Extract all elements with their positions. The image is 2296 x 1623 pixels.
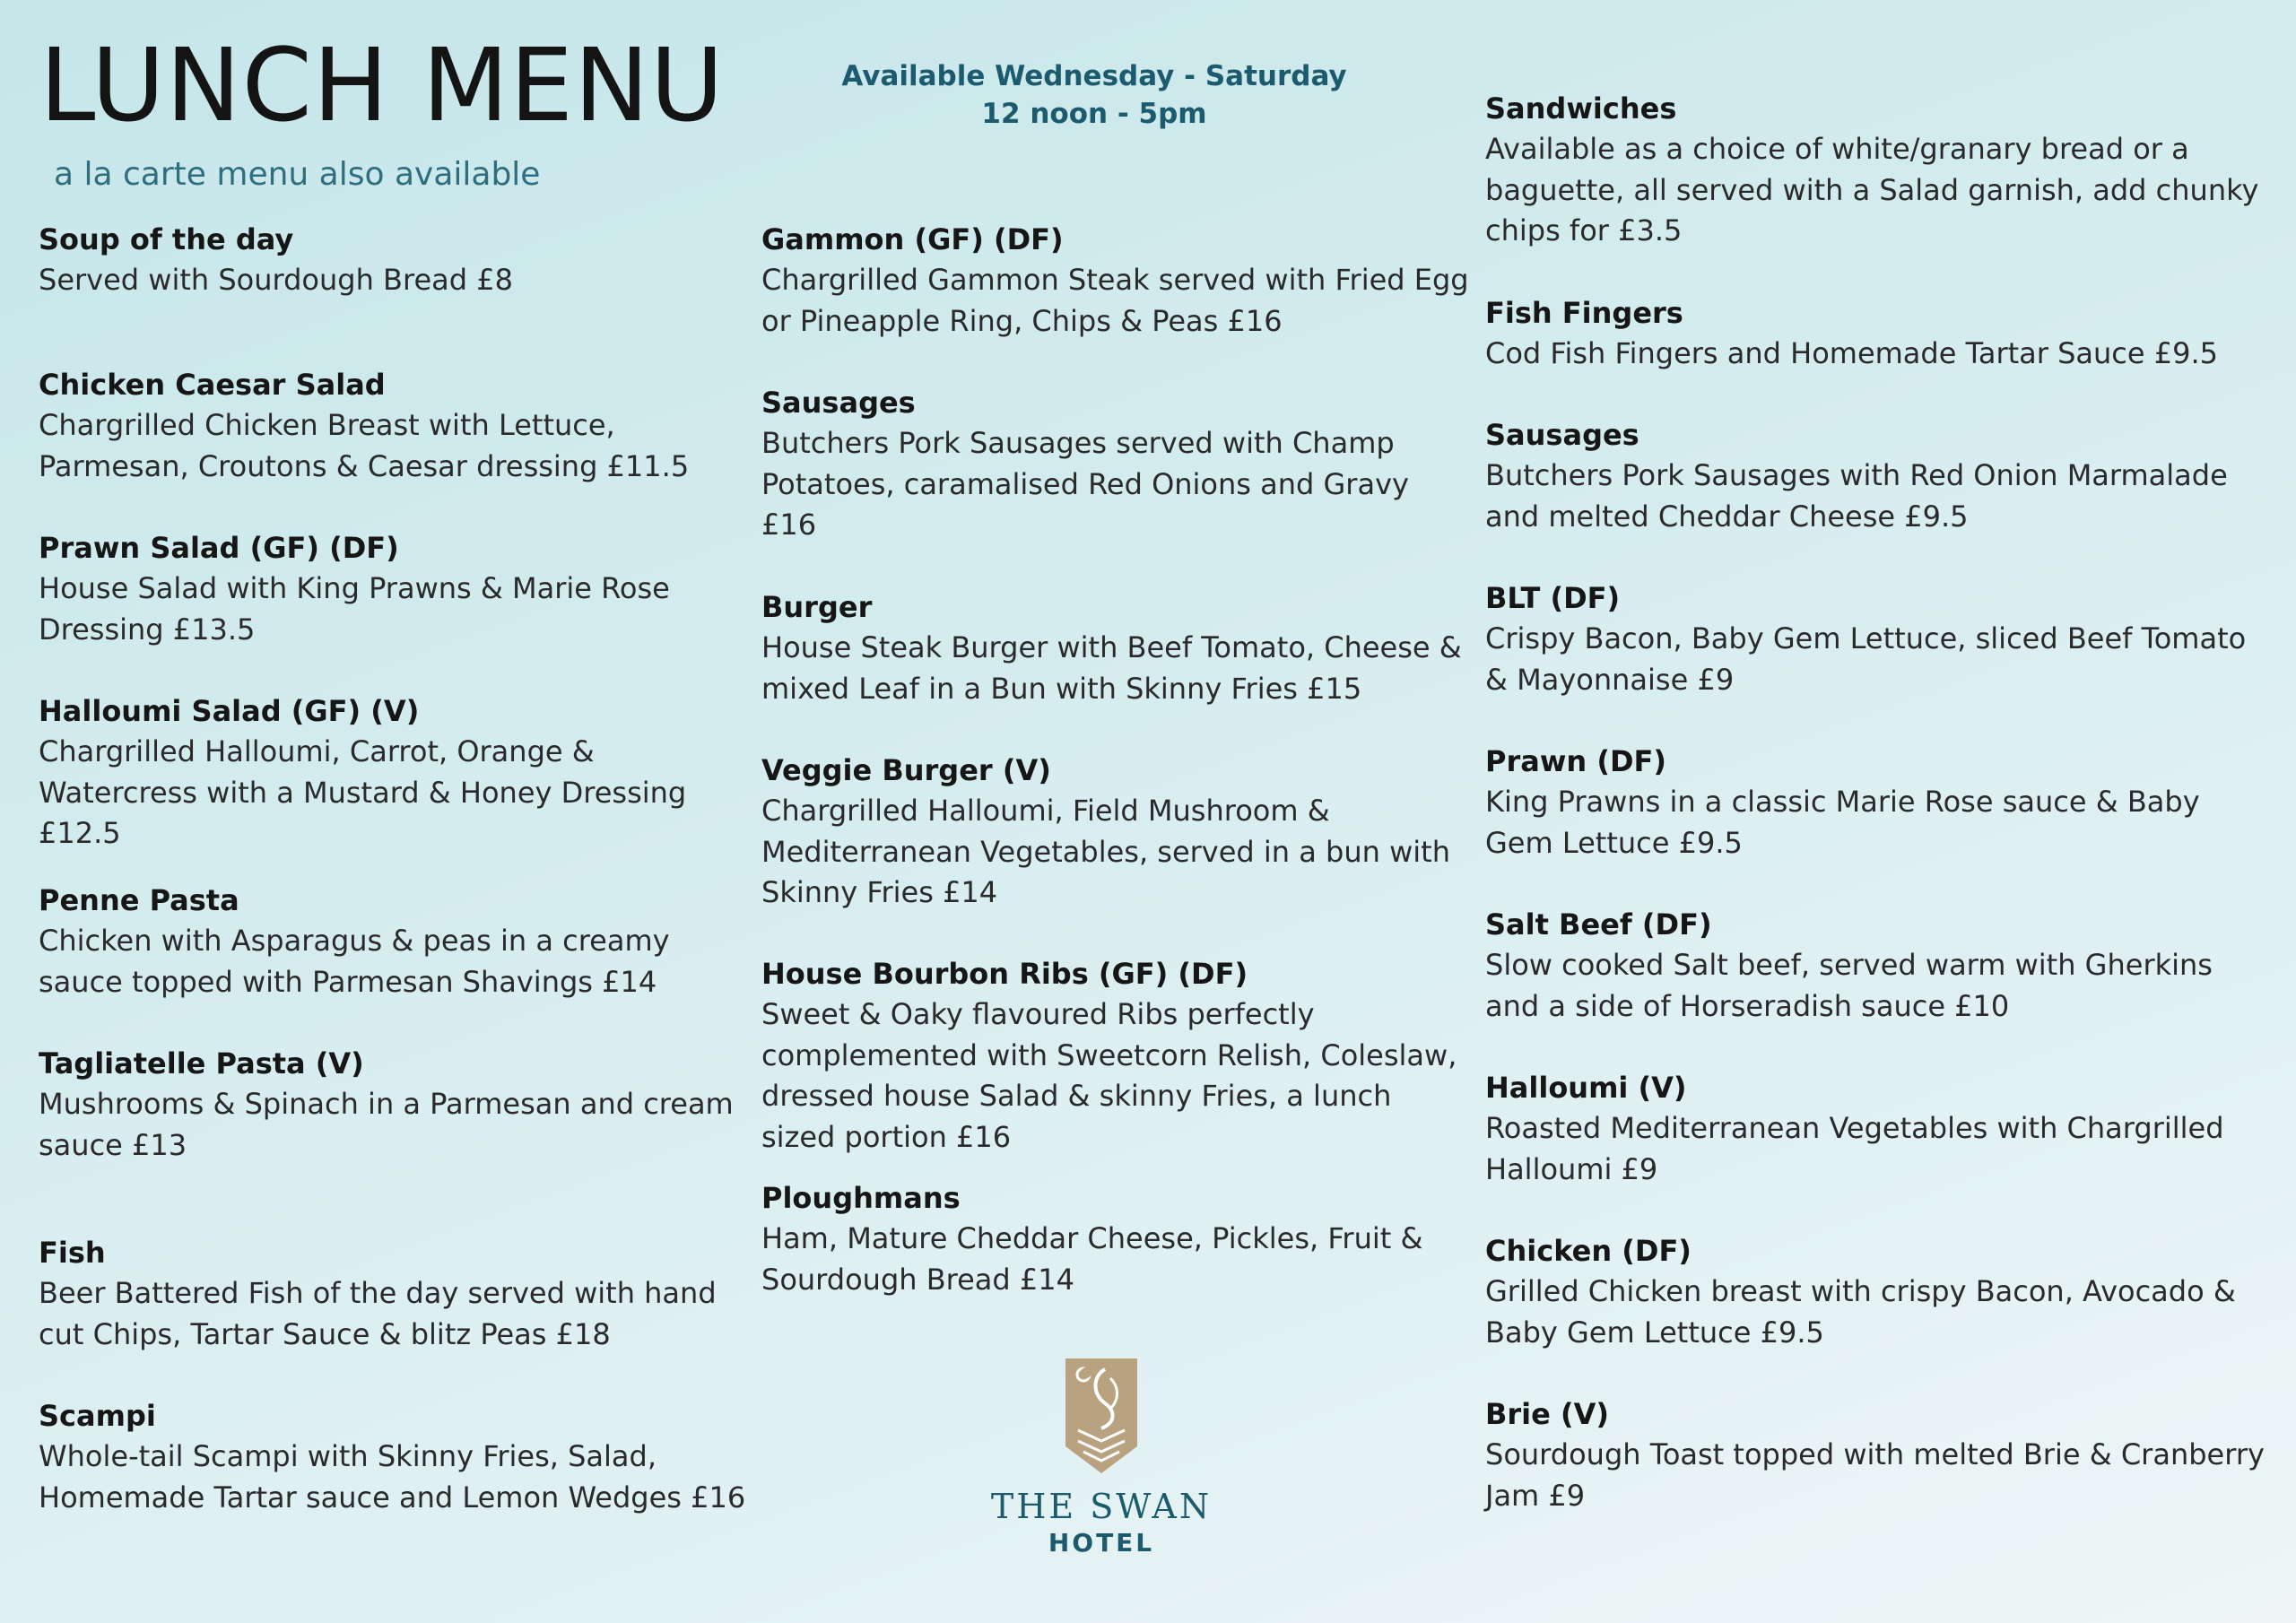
- menu-item-name: Chicken (DF): [1485, 1234, 1692, 1268]
- menu-item: [1485, 1067, 2266, 1190]
- menu-item-description: Grilled Chicken breast with crispy Bacon, Avocado & Baby Gem Lettuce £9.5: [1485, 1274, 2236, 1350]
- menu-item-name: Chicken Caesar Salad: [39, 368, 386, 402]
- menu-item-description: Butchers Pork Sausages served with Champ Potatoes, caramalised Red Onions and Gravy £16: [761, 426, 1409, 542]
- menu-item-description: Whole-tail Scampi with Skinny Fries, Salad, Homemade Tartar sauce and Lemon Wedges £16: [39, 1439, 746, 1515]
- menu-item: [39, 690, 747, 855]
- menu-item-description: Available as a choice of white/granary bread or a baguette, all served with a Salad garnish, add chunky chips for £3.5: [1485, 132, 2259, 247]
- menu-item: [39, 364, 747, 487]
- menu-item: [39, 219, 747, 301]
- menu-item-name: Veggie Burger (V): [761, 753, 1051, 787]
- availability-days: Available Wednesday - Saturday: [841, 60, 1347, 92]
- menu-item-description: Slow cooked Salt beef, served warm with Gherkins and a side of Horseradish sauce £10: [1485, 948, 2213, 1023]
- availability-hours: 12 noon - 5pm: [981, 98, 1207, 130]
- menu-item-name: Penne Pasta: [39, 883, 239, 917]
- menu-item-description: Chicken with Asparagus & peas in a creamy sauce topped with Parmesan Shavings £14: [39, 924, 670, 999]
- menu-item-name: Ploughmans: [761, 1181, 961, 1215]
- availability-info: [825, 57, 1363, 133]
- menu-item: [39, 1232, 747, 1355]
- menu-item: [761, 953, 1470, 1158]
- menu-item-name: Prawn Salad (GF) (DF): [39, 531, 399, 565]
- menu-item-description: Chargrilled Halloumi, Carrot, Orange & Watercress with a Mustard & Honey Dressing £12.5: [39, 734, 687, 850]
- menu-item-name: Prawn (DF): [1485, 744, 1666, 778]
- menu-item: [1485, 577, 2266, 700]
- menu-subtitle: a la carte menu also available: [54, 156, 541, 193]
- menu-item-description: Chargrilled Halloumi, Field Mushroom & Mediterranean Vegetables, served in a bun with Skinny Fries £14: [761, 794, 1450, 909]
- menu-item: [39, 527, 747, 650]
- menu-item-description: King Prawns in a classic Marie Rose sauce & Baby Gem Lettuce £9.5: [1485, 785, 2200, 860]
- menu-item: [1485, 414, 2266, 537]
- menu-item: [1485, 292, 2266, 375]
- hotel-logo: [985, 1358, 1218, 1559]
- menu-item: [761, 219, 1470, 342]
- menu-item-name: Salt Beef (DF): [1485, 907, 1712, 942]
- menu-item-name: Tagliatelle Pasta (V): [39, 1046, 364, 1081]
- menu-item: [1485, 88, 2266, 252]
- menu-item: [761, 586, 1470, 709]
- menu-item: [761, 382, 1470, 546]
- menu-item-name: Fish Fingers: [1485, 296, 1683, 330]
- menu-item-name: Brie (V): [1485, 1397, 1609, 1431]
- menu-item-name: Sandwiches: [1485, 91, 1677, 126]
- menu-item: [761, 1177, 1470, 1300]
- menu-item-description: Beer Battered Fish of the day served with hand cut Chips, Tartar Sauce & blitz Peas £18: [39, 1276, 717, 1351]
- menu-item-description: Chargrilled Gammon Steak served with Fried Egg or Pineapple Ring, Chips & Peas £16: [761, 263, 1469, 338]
- menu-item: [1485, 741, 2266, 864]
- menu-item-description: Roasted Mediterranean Vegetables with Chargrilled Halloumi £9: [1485, 1111, 2224, 1186]
- swan-emblem-icon: [1065, 1358, 1137, 1473]
- menu-item-name: Halloumi Salad (GF) (V): [39, 694, 420, 728]
- menu-item-name: Sausages: [761, 386, 916, 420]
- menu-item-name: Burger: [761, 590, 873, 624]
- menu-item-name: Scampi: [39, 1399, 156, 1433]
- menu-item-name: House Bourbon Ribs (GF) (DF): [761, 957, 1248, 991]
- menu-item: [1485, 1393, 2266, 1516]
- menu-item-description: Ham, Mature Cheddar Cheese, Pickles, Fruit & Sourdough Bread £14: [761, 1221, 1423, 1297]
- menu-item-description: Crispy Bacon, Baby Gem Lettuce, sliced Beef Tomato & Mayonnaise £9: [1485, 621, 2247, 697]
- menu-item-name: Gammon (GF) (DF): [761, 222, 1064, 256]
- menu-item-description: Served with Sourdough Bread £8: [39, 263, 513, 297]
- menu-item-description: Chargrilled Chicken Breast with Lettuce, Parmesan, Croutons & Caesar dressing £11.5: [39, 408, 690, 483]
- menu-item: [1485, 904, 2266, 1027]
- menu-item-description: Cod Fish Fingers and Homemade Tartar Sauce £9.5: [1485, 336, 2218, 370]
- menu-item: [39, 880, 747, 1002]
- menu-item: [1485, 1230, 2266, 1353]
- menu-item-description: House Salad with King Prawns & Marie Rose Dressing £13.5: [39, 571, 670, 647]
- menu-item-name: Soup of the day: [39, 222, 294, 256]
- menu-item-name: Fish: [39, 1236, 106, 1270]
- menu-item-name: Halloumi (V): [1485, 1071, 1687, 1105]
- menu-item: [39, 1043, 747, 1166]
- menu-item-description: Sourdough Toast topped with melted Brie & Cranberry Jam £9: [1485, 1437, 2265, 1513]
- menu-item-name: Sausages: [1485, 418, 1639, 452]
- menu-item-description: House Steak Burger with Beef Tomato, Cheese & mixed Leaf in a Bun with Skinny Fries £15: [761, 630, 1462, 706]
- hotel-name: THE SWAN: [990, 1487, 1213, 1526]
- menu-item: [761, 750, 1470, 914]
- menu-item-name: BLT (DF): [1485, 581, 1621, 615]
- menu-item-description: Sweet & Oaky flavoured Ribs perfectly complemented with Sweetcorn Relish, Coleslaw, dressed house Salad & skinny Fries, a lunch sized portion £16: [761, 997, 1457, 1154]
- menu-item-description: Butchers Pork Sausages with Red Onion Marmalade and melted Cheddar Cheese £9.5: [1485, 458, 2228, 534]
- menu-title: LUNCH MENU: [39, 28, 725, 144]
- hotel-subtitle: HOTEL: [1048, 1528, 1155, 1558]
- menu-item-description: Mushrooms & Spinach in a Parmesan and cream sauce £13: [39, 1087, 734, 1162]
- menu-item: [39, 1395, 747, 1518]
